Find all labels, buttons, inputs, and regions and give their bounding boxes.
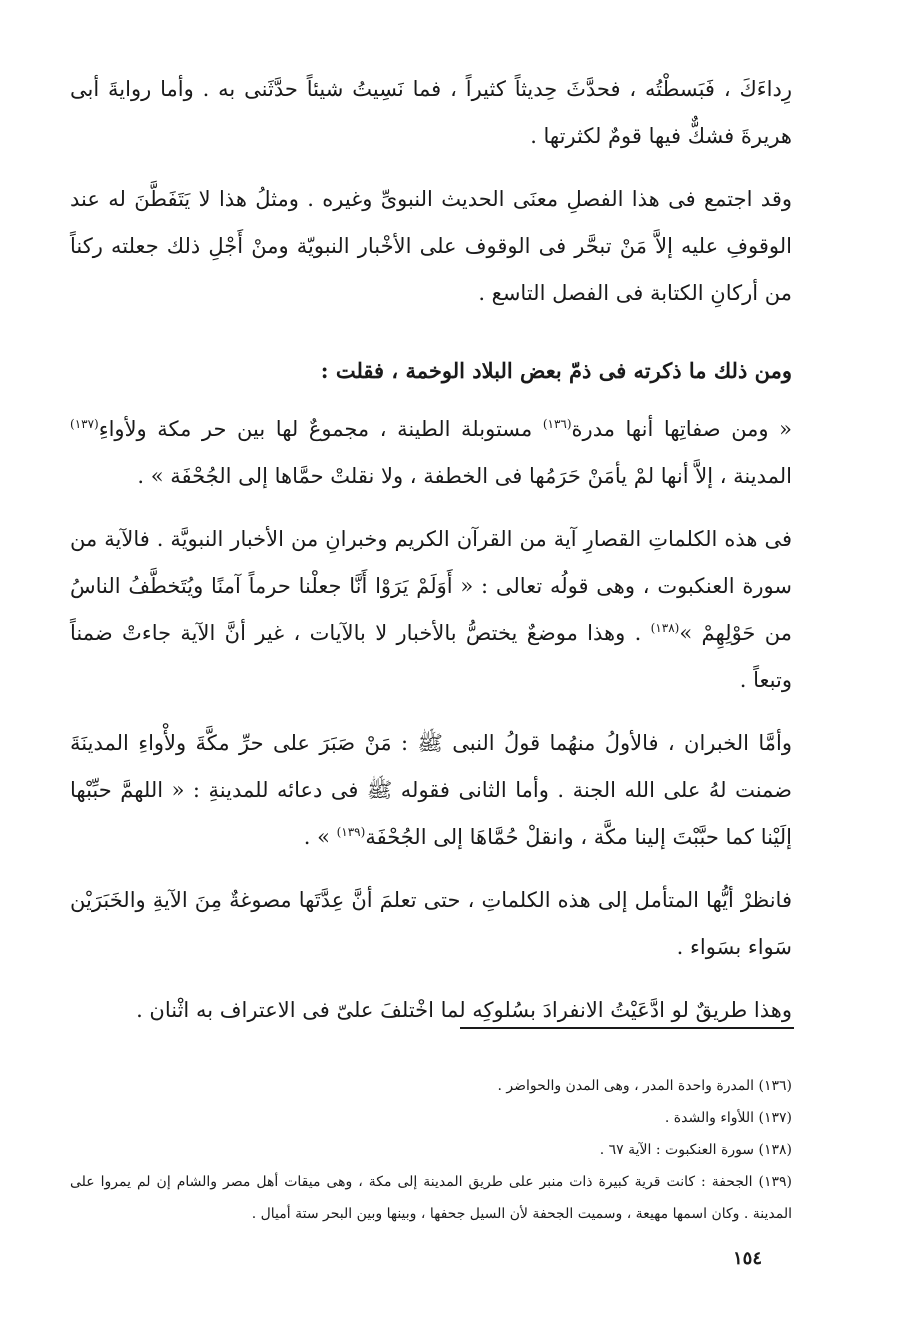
para4-part-1: وأمَّا الخبران ، فالأولُ منهُما قولُ النبى ﷺ : مَنْ صَبَرَ على حرِّ مكَّةَ ولأْواءِ المدينَةَ ضمنت لهُ على الله الجنة . وأما الثانى فقوله ﷺ فى دعائه للمدينةِ : « اللهمَّ حبِّبْها إلَيْنا كما حبَّبْتَ إلينا مكَّة ، وانقلْ حُمَّاهَا إلى الجُحْفَة [70,731,792,849]
quote-part-3: المدينة ، إلاَّ أنها لمْ يأمَنْ حَرَمُها فى الخطفة ، ولا نقلتْ حمَّاها إلى الجُحْفَة » . [137,464,792,488]
para3-part-2: . وهذا موضعٌ يختصُّ بالأخبار لا بالآيات ، غير أنَّ الآية جاءتْ ضمناً وتبعاً . [70,621,792,692]
footnotes [70,1070,792,1230]
para3-part-1: فى هذه الكلماتِ القصارِ آية من القرآن الكريم وخبرانِ من الأخبار النبويَّة . فالآية من سورة العنكبوت ، وهى قولُه تعالى : « أَوَلَمْ يَرَوْا أَنَّا جعلْنا حرماً آمنًا ويُتَخطَّفُ الناسُ من حَوْلِهِمْ » [70,527,792,645]
footnote-138: (١٣٨) سورة العنكبوت : الآية ٦٧ . [599,1142,792,1158]
paragraph-1: رِداءَكَ ، فَبَسطْتُه ، فحدَّثَ حِديثاً كثيراً ، فما نَسِيتُ شيئاً حدَّثَنى به . وأما روايةَ أبى هريرةَ فشكٌّ فيها قومٌ لكثرتها . [70,77,792,148]
footnote-136: (١٣٦) المدرة واحدة المدر ، وهى المدن والحواضر . [497,1078,792,1094]
footnote-ref-139: (١٣٩) [336,825,366,839]
footnote-ref-138: (١٣٨) [650,621,680,635]
paragraph-3 [70,516,792,704]
footnote-ref-136: (١٣٦) [542,417,572,431]
footnote-divider [460,1027,794,1029]
paragraph-4 [70,720,792,861]
quote-paragraph [70,406,792,500]
quote-part-2: مستوبلة الطينة ، مجموعٌ لها بين حر مكة ولأواءِ [98,417,543,441]
paragraph-5: فانظرْ أيُّها المتأمل إلى هذه الكلماتِ ، حتى تعلمَ أنَّ عِدَّتَها مصوغةٌ مِنَ الآيةِ والخَبَرَيْن سَواء بسَواء . [70,888,792,959]
para4-part-2: » . [303,825,337,849]
section-heading: ومن ذلك ما ذكرته فى ذمّ بعض البلاد الوخمة ، فقلت : [320,358,792,383]
footnote-137: (١٣٧) اللأواء والشدة . [664,1110,792,1126]
page-number: ١٥٤ [732,1248,762,1269]
footnote-ref-137: (١٣٧) [70,417,99,431]
paragraph-6: وهذا طريقٌ لو ادَّعَيْتُ الانفرادَ بسُلوكِه لما اخْتلفَ علىّ فى الاعتراف به اثْنان . [136,998,792,1022]
main-text [70,66,792,1050]
paragraph-2: وقد اجتمع فى هذا الفصلِ معنَى الحديث النبوىِّ وغيره . ومثلُ هذا لا يَتَفَطَّنَ له عند الوقوفِ عليه إلاَّ مَنْ تبحَّر فى الوقوف على الأخْبار النبويّة ومنْ أَجْلِ ذلك جعلته ركناً من أركانِ الكتابة فى الفصل التاسع . [70,187,792,305]
footnote-139: (١٣٩) الجحفة : كانت قرية كبيرة ذات منبر على طريق المدينة إلى مكة ، وهى ميقات أهل مصر والشام إن لم يمروا على المدينة . وكان اسمها مهيعة ، وسميت الجحفة لأن السيل جحفها ، وبينها وبين البحر ستة أميال . [70,1174,792,1222]
quote-part-1: « ومن صفاتِها أنها مدرة [571,417,792,441]
